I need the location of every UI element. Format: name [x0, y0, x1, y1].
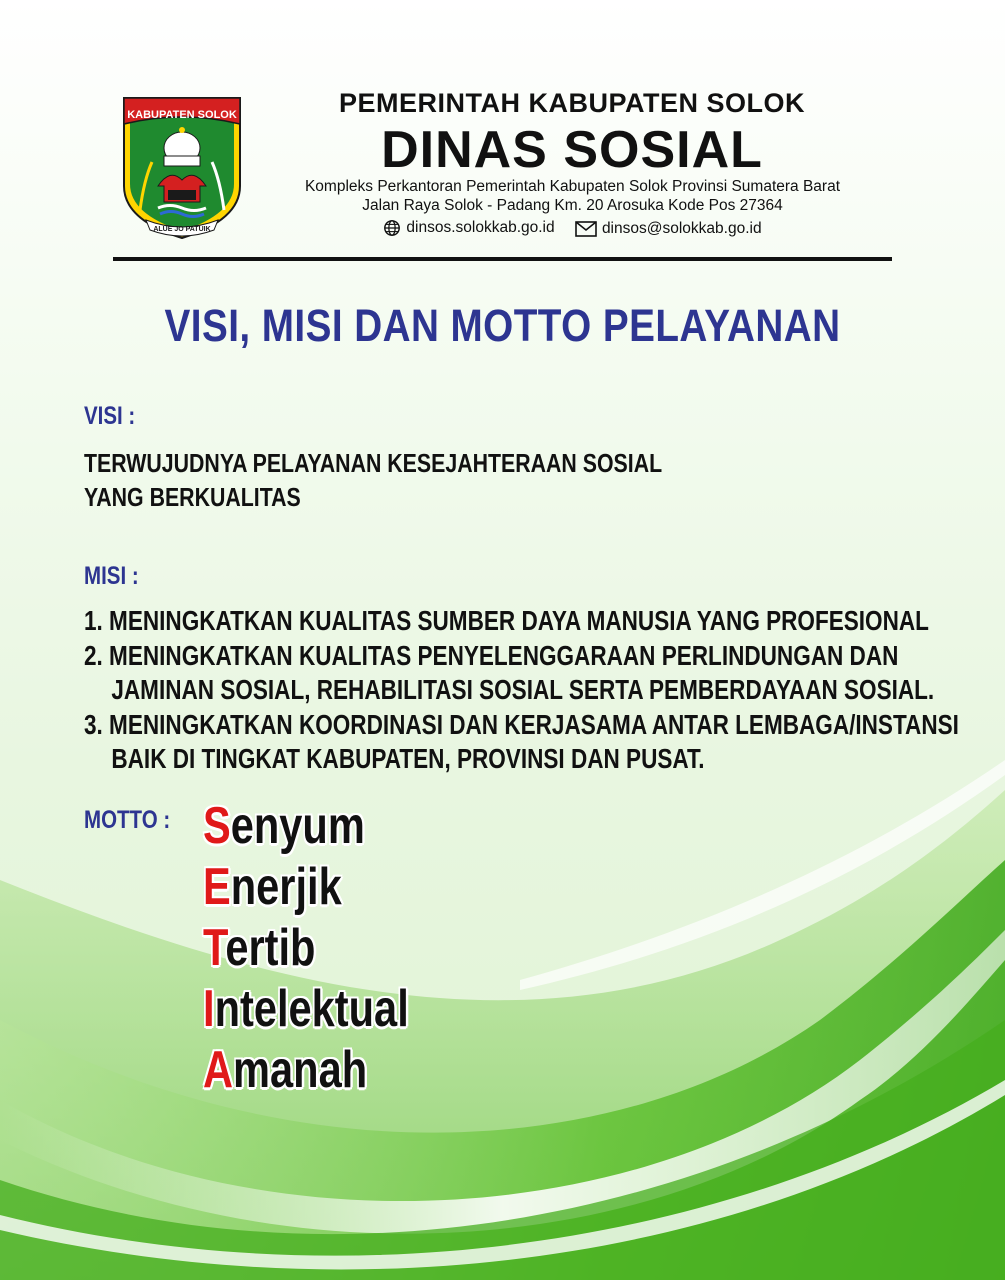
motto-initial: T — [203, 919, 226, 977]
header-agency-name: DINAS SOSIAL — [381, 121, 763, 179]
motto-initial: A — [203, 1041, 234, 1099]
motto-label: MOTTO : — [84, 806, 171, 834]
globe-icon — [383, 219, 401, 237]
motto-rest: ertib — [225, 919, 316, 977]
motto-rest: ntelektual — [214, 980, 409, 1038]
visi-line-2: YANG BERKUALITAS — [84, 482, 301, 512]
motto-initial: I — [203, 980, 215, 1038]
motto-word-senyum — [203, 796, 409, 857]
email-text: dinsos@solokkab.go.id — [601, 220, 762, 237]
motto-word-enerjik — [203, 857, 409, 918]
misi-item-2-line-2: JAMINAN SOSIAL, REHABILITASI SOSIAL SERTA PEMBERDAYAAN SOSIAL. — [111, 674, 935, 705]
header-address — [250, 177, 895, 215]
motto-initial: E — [203, 858, 231, 916]
website-text: dinsos.solokkab.go.id — [406, 219, 555, 236]
address-line-1: Kompleks Perkantoran Pemerintah Kabupaten Solok Provinsi Sumatera Barat — [304, 178, 841, 195]
website-contact — [383, 219, 554, 237]
motto-word-tertib — [203, 918, 409, 979]
envelope-icon — [575, 221, 597, 237]
motto-rest: manah — [233, 1041, 368, 1099]
address-line-2: Jalan Raya Solok - Padang Km. 20 Arosuka Kode Pos 27364 — [362, 197, 783, 214]
motto-rest: enyum — [230, 797, 365, 855]
visi-label: VISI : — [84, 402, 136, 430]
misi-item-2-line-1: 2. MENINGKATKAN KUALITAS PENYELENGGARAAN PERLINDUNGAN DAN — [84, 640, 899, 671]
motto-word-amanah — [203, 1040, 409, 1101]
kabupaten-solok-emblem — [118, 90, 246, 242]
emblem-top-text: KABUPATEN SOLOK — [127, 109, 237, 121]
misi-item-1-line-1: 1. MENINGKATKAN KUALITAS SUMBER DAYA MANUSIA YANG PROFESIONAL — [84, 605, 929, 636]
misi-label: MISI : — [84, 562, 139, 590]
motto-acronym-list — [203, 796, 460, 1101]
motto-rest: nerjik — [230, 858, 342, 916]
misi-item-1 — [84, 604, 959, 638]
misi-item-3 — [84, 708, 959, 776]
misi-list — [84, 604, 959, 777]
motto-initial: S — [203, 797, 231, 855]
header-contacts — [250, 219, 895, 242]
misi-item-2 — [84, 639, 959, 707]
header-divider — [113, 257, 892, 261]
emblem-motto-text: ALUE JO PATUIK — [153, 226, 211, 233]
misi-item-3-line-1: 3. MENINGKATKAN KOORDINASI DAN KERJASAMA ANTAR LEMBAGA/INSTANSI — [84, 709, 959, 740]
email-contact — [575, 220, 762, 238]
misi-item-3-line-2: BAIK DI TINGKAT KABUPATEN, PROVINSI DAN PUSAT. — [111, 743, 705, 774]
motto-word-intelektual — [203, 979, 409, 1040]
header-government-name: PEMERINTAH KABUPATEN SOLOK — [338, 88, 805, 118]
visi-text — [84, 446, 662, 514]
visi-line-1: TERWUJUDNYA PELAYANAN KESEJAHTERAAN SOSIAL — [84, 448, 663, 478]
page-title: VISI, MISI DAN MOTTO PELAYANAN — [164, 300, 841, 351]
